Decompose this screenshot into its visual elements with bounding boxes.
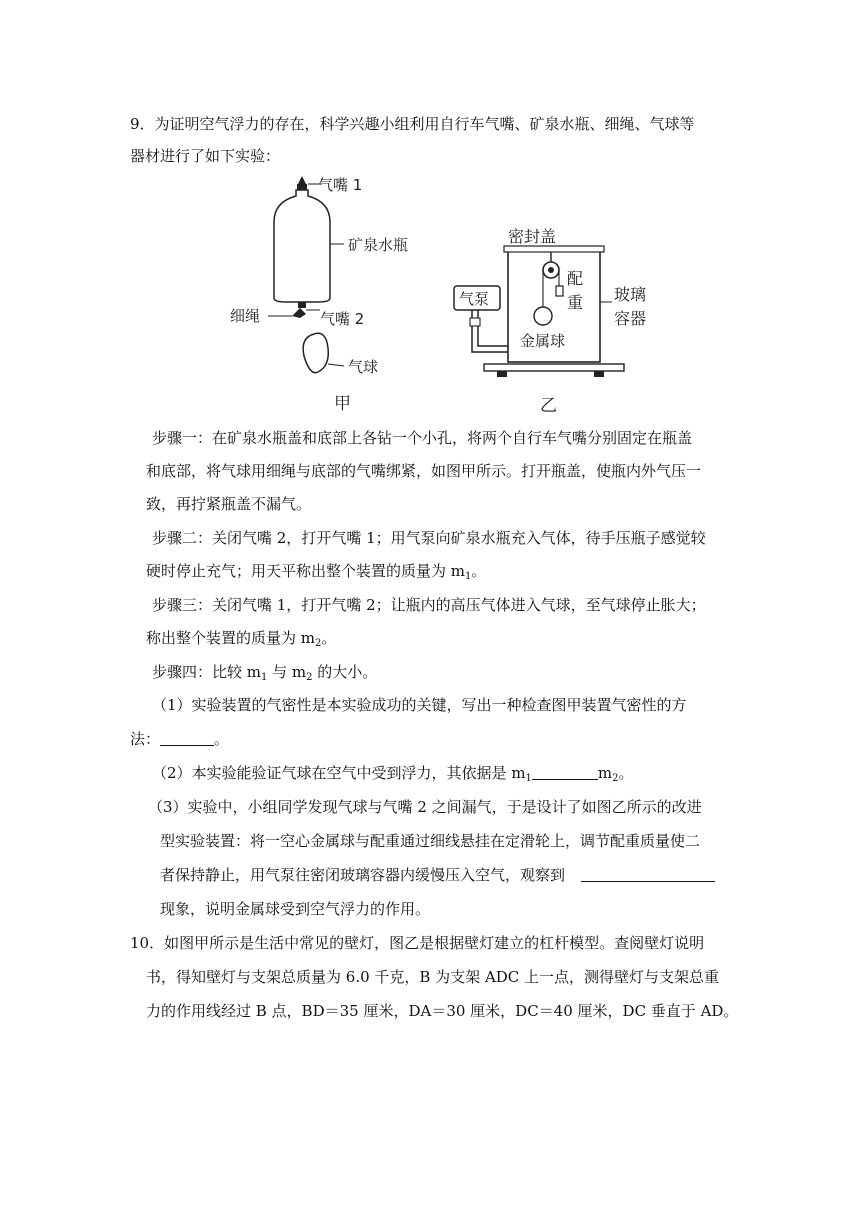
figure-jia: [230, 176, 408, 414]
label-nozzle1: 气嘴 1: [318, 176, 363, 194]
subq3-line4: 现象，说明金属球受到空气浮力的作用。: [160, 900, 431, 918]
step4-line: 步骤四：比较 $m_1$ 与 $m_2$ 的大小。: [152, 663, 378, 683]
counterweight: [556, 286, 563, 296]
subq1-line1: （1）实验装置的气密性是本实验成功的关键，写出一种检查图甲装置气密性的方: [152, 696, 687, 714]
q9-intro-line2: 器材进行了如下实验：: [130, 147, 281, 165]
label-weight-2: 重: [567, 293, 584, 312]
rope-knot: [292, 308, 306, 318]
step1-line1: 步骤一：在矿泉水瓶盖和底部上各钻一个小孔，将两个自行车气嘴分别固定在瓶盖: [152, 429, 693, 447]
subq3-line3: 者保持静止，用气泵往密闭玻璃容器内缓慢压入空气，观察到: [160, 865, 715, 885]
subq3-line1: （3）实验中，小组同学发现气球与气嘴 2 之间漏气，于是设计了如图乙所示的改进: [148, 798, 702, 816]
caption-jia: 甲: [334, 394, 351, 414]
label-balloon: 气球: [348, 358, 379, 376]
answer-blank-1[interactable]: [160, 731, 214, 746]
balloon-shape: [303, 333, 328, 372]
step3-line1: 步骤三：关闭气嘴 1，打开气嘴 2；让瓶内的高压气体进入气球，至气球停止胀大；: [152, 596, 706, 614]
step2-line1: 步骤二：关闭气嘴 2，打开气嘴 1；用气泵向矿泉水瓶充入气体，待手压瓶子感觉较: [152, 529, 706, 547]
label-weight-1: 配: [567, 269, 584, 288]
q10-line2: 书，得知壁灯与支架总质量为 6.0 千克，B 为支架 ADC 上一点，测得壁灯与支架总重: [146, 968, 720, 986]
subq2-line: （2）本实验能验证气球在空气中受到浮力，其依据是 $m_1$ $m_2$。: [152, 764, 634, 784]
label-bottle: 矿泉水瓶: [348, 236, 409, 254]
label-nozzle2: 气嘴 2: [320, 310, 365, 328]
label-pump: 气泵: [459, 290, 490, 308]
metal-ball: [534, 307, 552, 325]
experiment-figure: [0, 170, 860, 420]
label-cap: 密封盖: [508, 227, 557, 246]
step3-line2: 称出整个装置的质量为 $m_2$。: [146, 629, 337, 649]
q9-intro-line1: 9．为证明空气浮力的存在，科学兴趣小组利用自行车气嘴、矿泉水瓶、细绳、气球等: [130, 115, 695, 133]
caption-yi: 乙: [540, 396, 557, 416]
answer-blank-3[interactable]: [581, 867, 715, 882]
subq3-line2: 型实验装置：将一空心金属球与配重通过细线悬挂在定滑轮上，调节配重质量使二: [160, 832, 701, 850]
label-container-1: 玻璃: [614, 285, 647, 304]
step1-line3: 致，再拧紧瓶盖不漏气。: [146, 495, 312, 513]
answer-blank-2[interactable]: [532, 765, 598, 780]
step1-line2: 和底部，将气球用细绳与底部的气嘴绑紧，如图甲所示。打开瓶盖，使瓶内外气压一: [146, 462, 702, 480]
label-ball: 金属球: [520, 332, 566, 350]
step2-line2: 硬时停止充气；用天平称出整个装置的质量为 $m_1$。: [146, 562, 487, 582]
label-container-2: 容器: [614, 309, 647, 328]
q10-line1: 10．如图甲所示是生活中常见的壁灯，图乙是根据壁灯建立的杠杆模型。查阅壁灯说明: [130, 934, 705, 952]
subq1-line2: 法： 。: [130, 730, 230, 748]
base-plate: [484, 364, 624, 371]
bottle-shape: [274, 190, 330, 302]
figure-yi: [454, 227, 646, 416]
nozzle1-shape: [298, 176, 306, 184]
label-rope: 细绳: [230, 307, 261, 325]
q10-line3: 力的作用线经过 B 点，BD＝35 厘米，DA＝30 厘米，DC＝40 厘米，DC 垂直于 AD。: [146, 1002, 739, 1020]
